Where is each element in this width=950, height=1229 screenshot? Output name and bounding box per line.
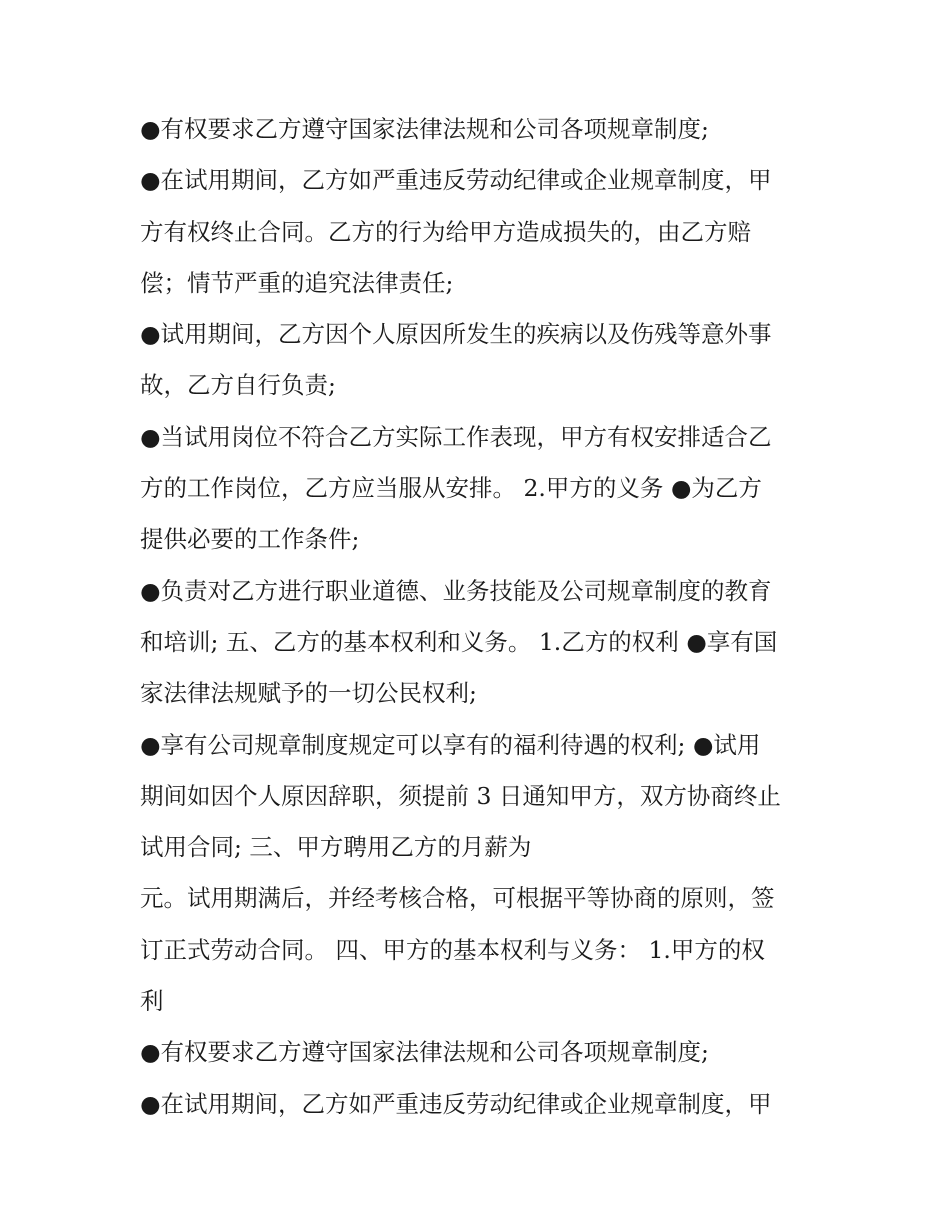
text-line: 家法律法规赋予的一切公民权利; bbox=[140, 679, 477, 708]
text-line: 元。试用期满后，并经考核合格，可根据平等协商的原则，签 bbox=[140, 884, 775, 913]
text-line: 故，乙方自行负责; bbox=[140, 371, 336, 400]
text-line: 和培训; 五、乙方的基本权利和义务。 1.乙方的权利 ●享有国 bbox=[140, 627, 778, 656]
text-line: ●负责对乙方进行职业道德、业务技能及公司规章制度的教育 bbox=[140, 576, 772, 605]
text-line: ●有权要求乙方遵守国家法律法规和公司各项规章制度; bbox=[140, 115, 709, 143]
text-line: 方有权终止合同。乙方的行为给甲方造成损失的，由乙方赔 bbox=[140, 217, 751, 246]
text-line: ●有权要求乙方遵守国家法律法规和公司各项规章制度; bbox=[140, 1038, 709, 1067]
text-line: 期间如因个人原因辞职，须提前 3 日通知甲方，双方协商终止 bbox=[140, 781, 781, 810]
text-line: ●当试用岗位不符合乙方实际工作表现，甲方有权安排适合乙 bbox=[140, 422, 772, 451]
document-body bbox=[140, 104, 820, 1130]
text-line: ●试用期间，乙方因个人原因所发生的疾病以及伤残等意外事 bbox=[140, 320, 772, 349]
text-line: ●在试用期间，乙方如严重违反劳动纪律或企业规章制度，甲 bbox=[140, 1089, 772, 1118]
text-line: 偿；情节严重的追究法律责任; bbox=[140, 268, 454, 297]
text-line: ●享有公司规章制度规定可以享有的福利待遇的权利; ●试用 bbox=[140, 730, 761, 759]
text-line: 方的工作岗位，乙方应当服从安排。 2.甲方的义务 ●为乙方 bbox=[140, 474, 762, 503]
text-line: 利 bbox=[140, 987, 164, 1016]
text-line: 试用合同; 三、甲方聘用乙方的月薪为 bbox=[140, 833, 532, 862]
text-line: 提供必要的工作条件; bbox=[140, 525, 360, 554]
text-line: ●在试用期间，乙方如严重违反劳动纪律或企业规章制度，甲 bbox=[140, 166, 772, 195]
text-line: 订正式劳动合同。 四、甲方的基本权利与义务： 1.甲方的权 bbox=[140, 935, 765, 964]
